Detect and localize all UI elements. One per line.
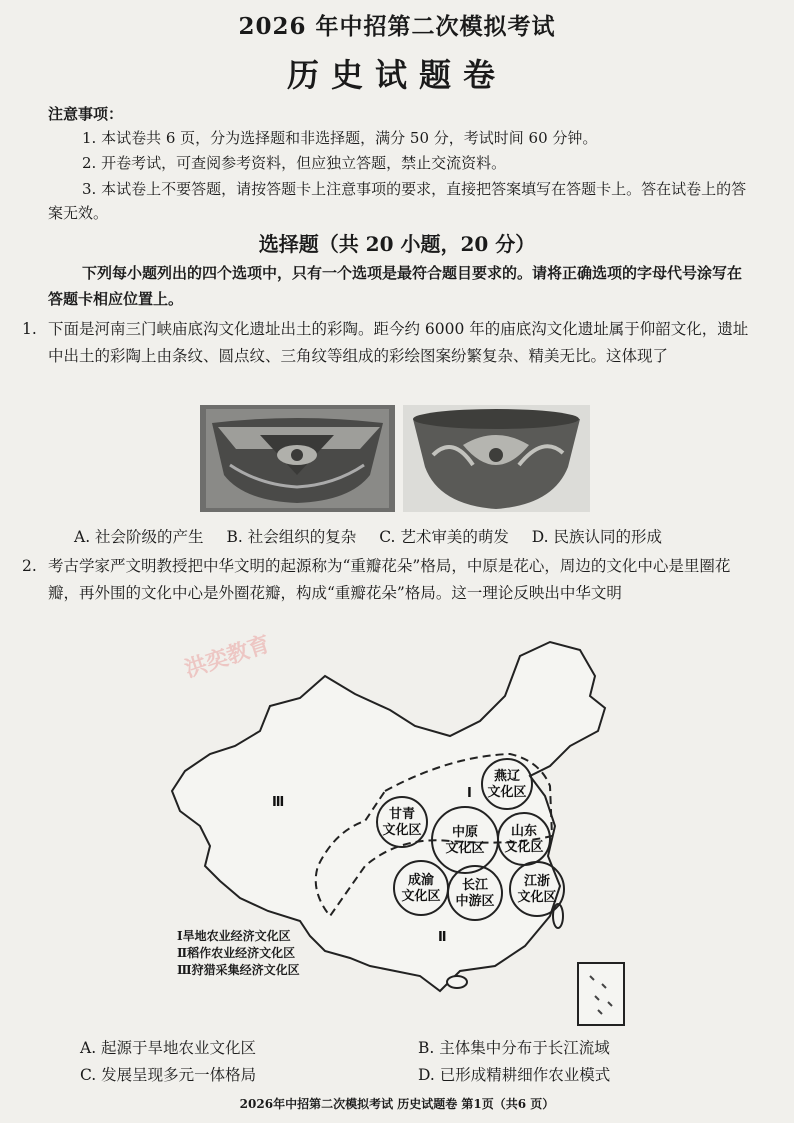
q2-option-b[interactable]: B. 主体集中分布于长江流域 [418,1039,610,1057]
region-label: 燕辽 [493,769,521,784]
pottery-photo-2 [403,405,590,512]
region-label: 长江 [461,878,489,893]
region-label: 山东 [510,824,538,839]
region-label: 中游区 [455,894,495,909]
region-label: 甘青 [388,807,416,822]
region-label: 文化区 [445,841,485,856]
q1-option-b[interactable]: B. 社会组织的复杂 [226,528,357,546]
question-number: 1. [22,320,37,338]
watermark: 洪奕教育 [181,631,274,683]
paper-title: 历史试题卷 [286,56,507,94]
notice-item-1: 1. 本试卷共 6 页，分为选择题和非选择题，满分 50 分，考试时间 60 分钟。 [82,129,598,147]
region-label: 文化区 [382,823,422,838]
question-number: 2. [22,557,37,575]
legend-item: Ⅰ旱地农业经济文化区 [177,929,291,943]
section-instruction: 下列每小题列出的四个选项中，只有一个选项是最符合题目要求的。请将正确选项的字母代号涂写在答题卡相应位置上。 [48,264,743,308]
question-2 [22,553,752,607]
region-label: 文化区 [517,890,557,905]
question-1 [22,316,752,370]
region-label: 文化区 [401,889,441,904]
q1-options [74,525,680,547]
q2-option-a[interactable]: A. 起源于旱地农业文化区 [80,1039,257,1057]
pottery-photo-1 [200,405,395,512]
legend-item: Ⅱ稻作农业经济文化区 [177,946,296,960]
q1-option-a[interactable]: A. 社会阶级的产生 [74,528,204,546]
legend-item: Ⅲ狩猎采集经济文化区 [177,963,300,977]
notice-item-2: 2. 开卷考试，可查阅参考资料，但应独立答题，禁止交流资料。 [82,154,507,172]
south-china-sea-inset [578,963,624,1025]
map-legend [177,928,300,979]
q2-option-c[interactable]: C. 发展呈现多元一体格局 [80,1066,257,1084]
zone-mark: Ⅱ [438,930,447,945]
taiwan-island [553,904,563,928]
exam-title: 2026 年中招第二次模拟考试 [238,13,556,40]
q1-option-c[interactable]: C. 艺术审美的萌发 [379,528,509,546]
hainan-island [447,976,467,988]
zone-mark: Ⅰ [467,786,472,801]
region-label: 江浙 [523,874,551,889]
region-label: 文化区 [504,840,544,855]
region-label: 文化区 [487,785,527,800]
notice-item-3: 3. 本试卷上不要答题，请按答题卡上注意事项的要求，直接把答案填写在答题卡上。答在试卷上的答案无效。 [48,180,747,222]
region-label: 成渝 [407,873,435,888]
q2-option-d[interactable]: D. 已形成精耕细作农业模式 [418,1066,611,1084]
notice-heading: 注意事项： [48,105,124,123]
question-stem: 下面是河南三门峡庙底沟文化遗址出土的彩陶。距今约 6000 年的庙底沟文化遗址属于仰韶文化，遗址中出土的彩陶上由条纹、圆点纹、三角纹等组成的彩绘图案纷繁复杂、精美无比。这体现了 [48,320,749,365]
q1-option-d[interactable]: D. 民族认同的形成 [531,528,663,546]
page-footer: 2026年中招第二次模拟考试 历史试题卷 第1页（共6 页） [239,1097,555,1111]
section-title: 选择题（共 20 小题，20 分） [258,232,536,256]
zone-mark: Ⅲ [272,795,285,810]
question-stem: 考古学家严文明教授把中华文明的起源称为“重瓣花朵”格局，中原是花心，周边的文化中心是里圈花瓣，再外围的文化中心是外圈花瓣，构成“重瓣花朵”格局。这一理论反映出中华文明 [48,557,731,602]
region-label: 中原 [451,825,479,840]
